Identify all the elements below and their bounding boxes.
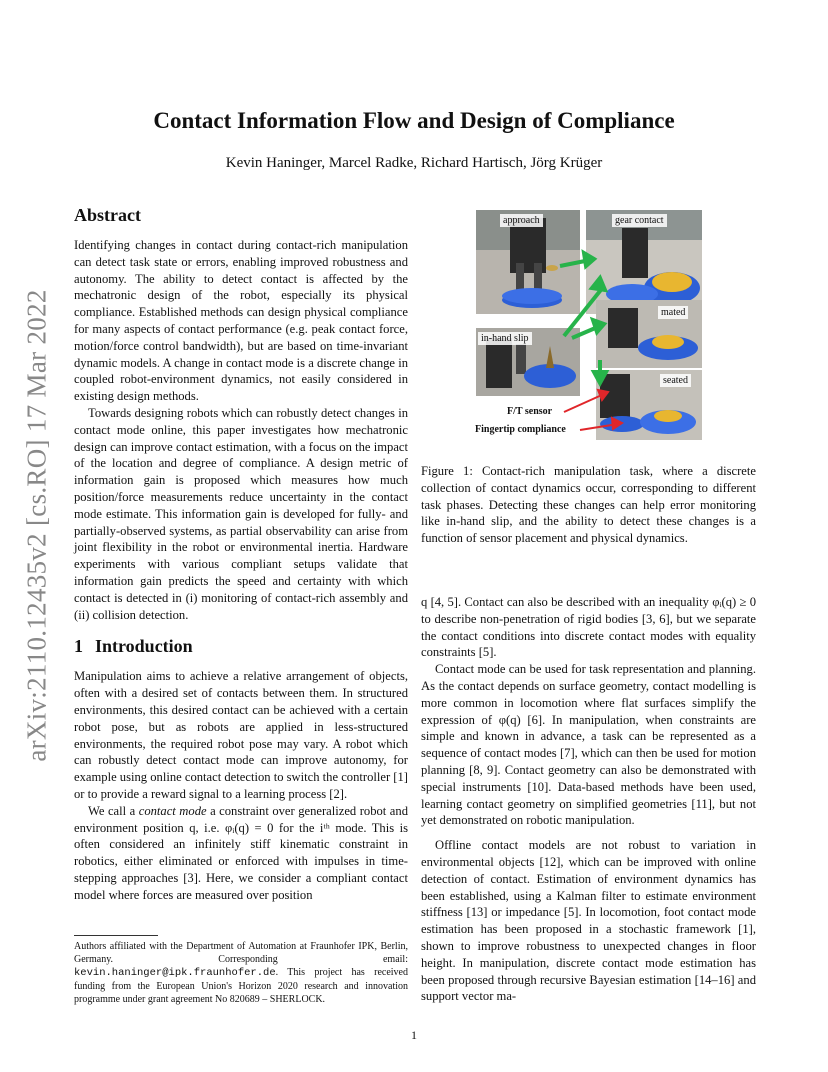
right-paragraph-3: Offline contact models are not robust to variation in environmental objects [12], which can be improved with online detection of contact. Estimation of environment dynamics has been established, using a Kalman filter to estimate environment stiffness [13] or impedance [5]. In locomotion, foot contact mode estimation has been proposed in a stochastic framework [1], shown to improve robustness to unexpected changes in floor height. In manipulation, discrete contact mode estimation has been proposed through recursive Bayesian estimation [14–16] and support vector ma- (421, 838, 756, 1004)
left-column (74, 204, 408, 903)
intro-paragraph-2 (74, 803, 408, 904)
footnote (74, 940, 408, 1006)
paper-authors: Kevin Haninger, Marcel Radke, Richard Hartisch, Jörg Krüger (225, 155, 603, 171)
author-email[interactable]: kevin.haninger@ipk.fraunhofer.de (74, 967, 276, 979)
label-gear-contact: gear contact (612, 214, 667, 227)
right-paragraph-2: Contact mode can be used for task representation and planning. As the contact depends on surface geometry, contact modelling is more common in locomotion where flat surfaces simplify the expression of φ(q) [6]. In manipulation, when constraints are simple and known in advance, a task can be represented as a sequence of contact modes [7], which can then be used for motion planning [8, 9]. Contact geometry can also be demonstrated with special instruments [10]. Data-based methods have been used, learning contact geometry on simplified geometries [11], but not yet demonstrated on robotic manipulation. (421, 662, 756, 828)
intro-heading (74, 635, 408, 657)
arxiv-id: arXiv:2110.12435v2 [cs.RO] 17 Mar 2022 (21, 288, 52, 762)
intro-paragraph-1: Manipulation aims to achieve a relative arrangement of objects, often with a desired set of contacts between them. In structured environments, this desired contact can be achieved with a certain robot pose, but as robots are applied in less-structured environments, the required robot pose may vary. A robot which can robustly detect contact mode can improve autonomy, for example using online contact detection to switch the controller [1] or to provide a reward signal to a learning process [2]. (74, 669, 408, 801)
arxiv-stamp (22, 285, 52, 765)
label-fingertip-compliance: Fingertip compliance (475, 424, 566, 435)
footnote-text-a: Authors affiliated with the Department of Automation at Fraunhofer IPK, Berlin, Germany. Corresponding email: (74, 941, 408, 965)
contact-mode-term: contact mode (138, 803, 207, 818)
right-column (421, 594, 756, 1005)
abstract-heading: Abstract (74, 205, 141, 225)
intro-text-a: We call a (88, 803, 139, 818)
paper-title: Contact Information Flow and Design of Compliance (153, 108, 675, 133)
section-title: Introduction (95, 636, 193, 657)
label-approach: approach (500, 214, 543, 227)
label-mated: mated (658, 306, 688, 319)
section-number: 1 (74, 636, 83, 657)
label-ft-sensor: F/T sensor (507, 406, 553, 417)
figure-1-caption: Figure 1: Contact-rich manipulation task, where a discrete collection of contact dynamics occur, corresponding to different task phases. Detecting these changes can help error monitoring like in-hand slip, and the ability to detect these changes is a function of sensor placement and physical dynamics. (421, 464, 756, 546)
label-in-hand-slip: in-hand slip (478, 332, 532, 345)
label-seated: seated (660, 374, 691, 387)
page-number: 1 (411, 1028, 417, 1042)
intro-text-b: a constraint over generalized robot and environment position q, i.e. φᵢ(q) = 0 for the iᵗʰ mode. This is often considered an infinitely stiff kinematic constraint in robotics, either eliminated or enforced with impulses in time-stepping approaches [3]. Here, we consider a compliant contact model where forces are measured over position (74, 803, 408, 902)
right-paragraph-1: q [4, 5]. Contact can also be described with an inequality φᵢ(q) ≥ 0 to describe non-penetration of rigid bodies [3, 6], but we separate the contact conditions into discrete contact modes with equality constraints [5]. (421, 595, 756, 660)
footnote-rule (74, 935, 158, 936)
abstract-paragraph-2: Towards designing robots which can robustly detect changes in contact mode online, this paper investigates how mechatronic design can improve contact estimation, with a focus on the impact of the location and degree of compliance. A design metric of information gain is proposed which measures how much position/force measurements reduce uncertainty in the contact mode estimate. This information gain is developed for fully- and partially-observed systems, as partial observability can arise from joint flexibility in the robot or environmental inertia. Hardware experiments with various compliant setups validate that information gain predicts the speed and certainty with which contact is detected in (i) monitoring of contact-rich assembly and (ii) collision detection. (74, 405, 408, 622)
footnote-text-b: . This project has received funding from the European Union's Horizon 2020 research and innovation programme under grant agreement No 820689 – SHERLOCK. (74, 967, 408, 1005)
abstract-paragraph-1: Identifying changes in contact during contact-rich manipulation can detect task state or errors, enabling improved robustness and autonomy. The ability to detect contact is affected by the mechatronic design of the robot, especially its physical compliance. Established methods can design physical compliance for many aspects of contact performance (e.g. peak contact force, motion/force control bandwidth), but are based on time-invariant dynamic models. A change in contact mode is a discrete change in coupled robot-environment dynamics, not easily considered in existing design methods. (74, 238, 408, 404)
figure-1 (472, 208, 704, 444)
